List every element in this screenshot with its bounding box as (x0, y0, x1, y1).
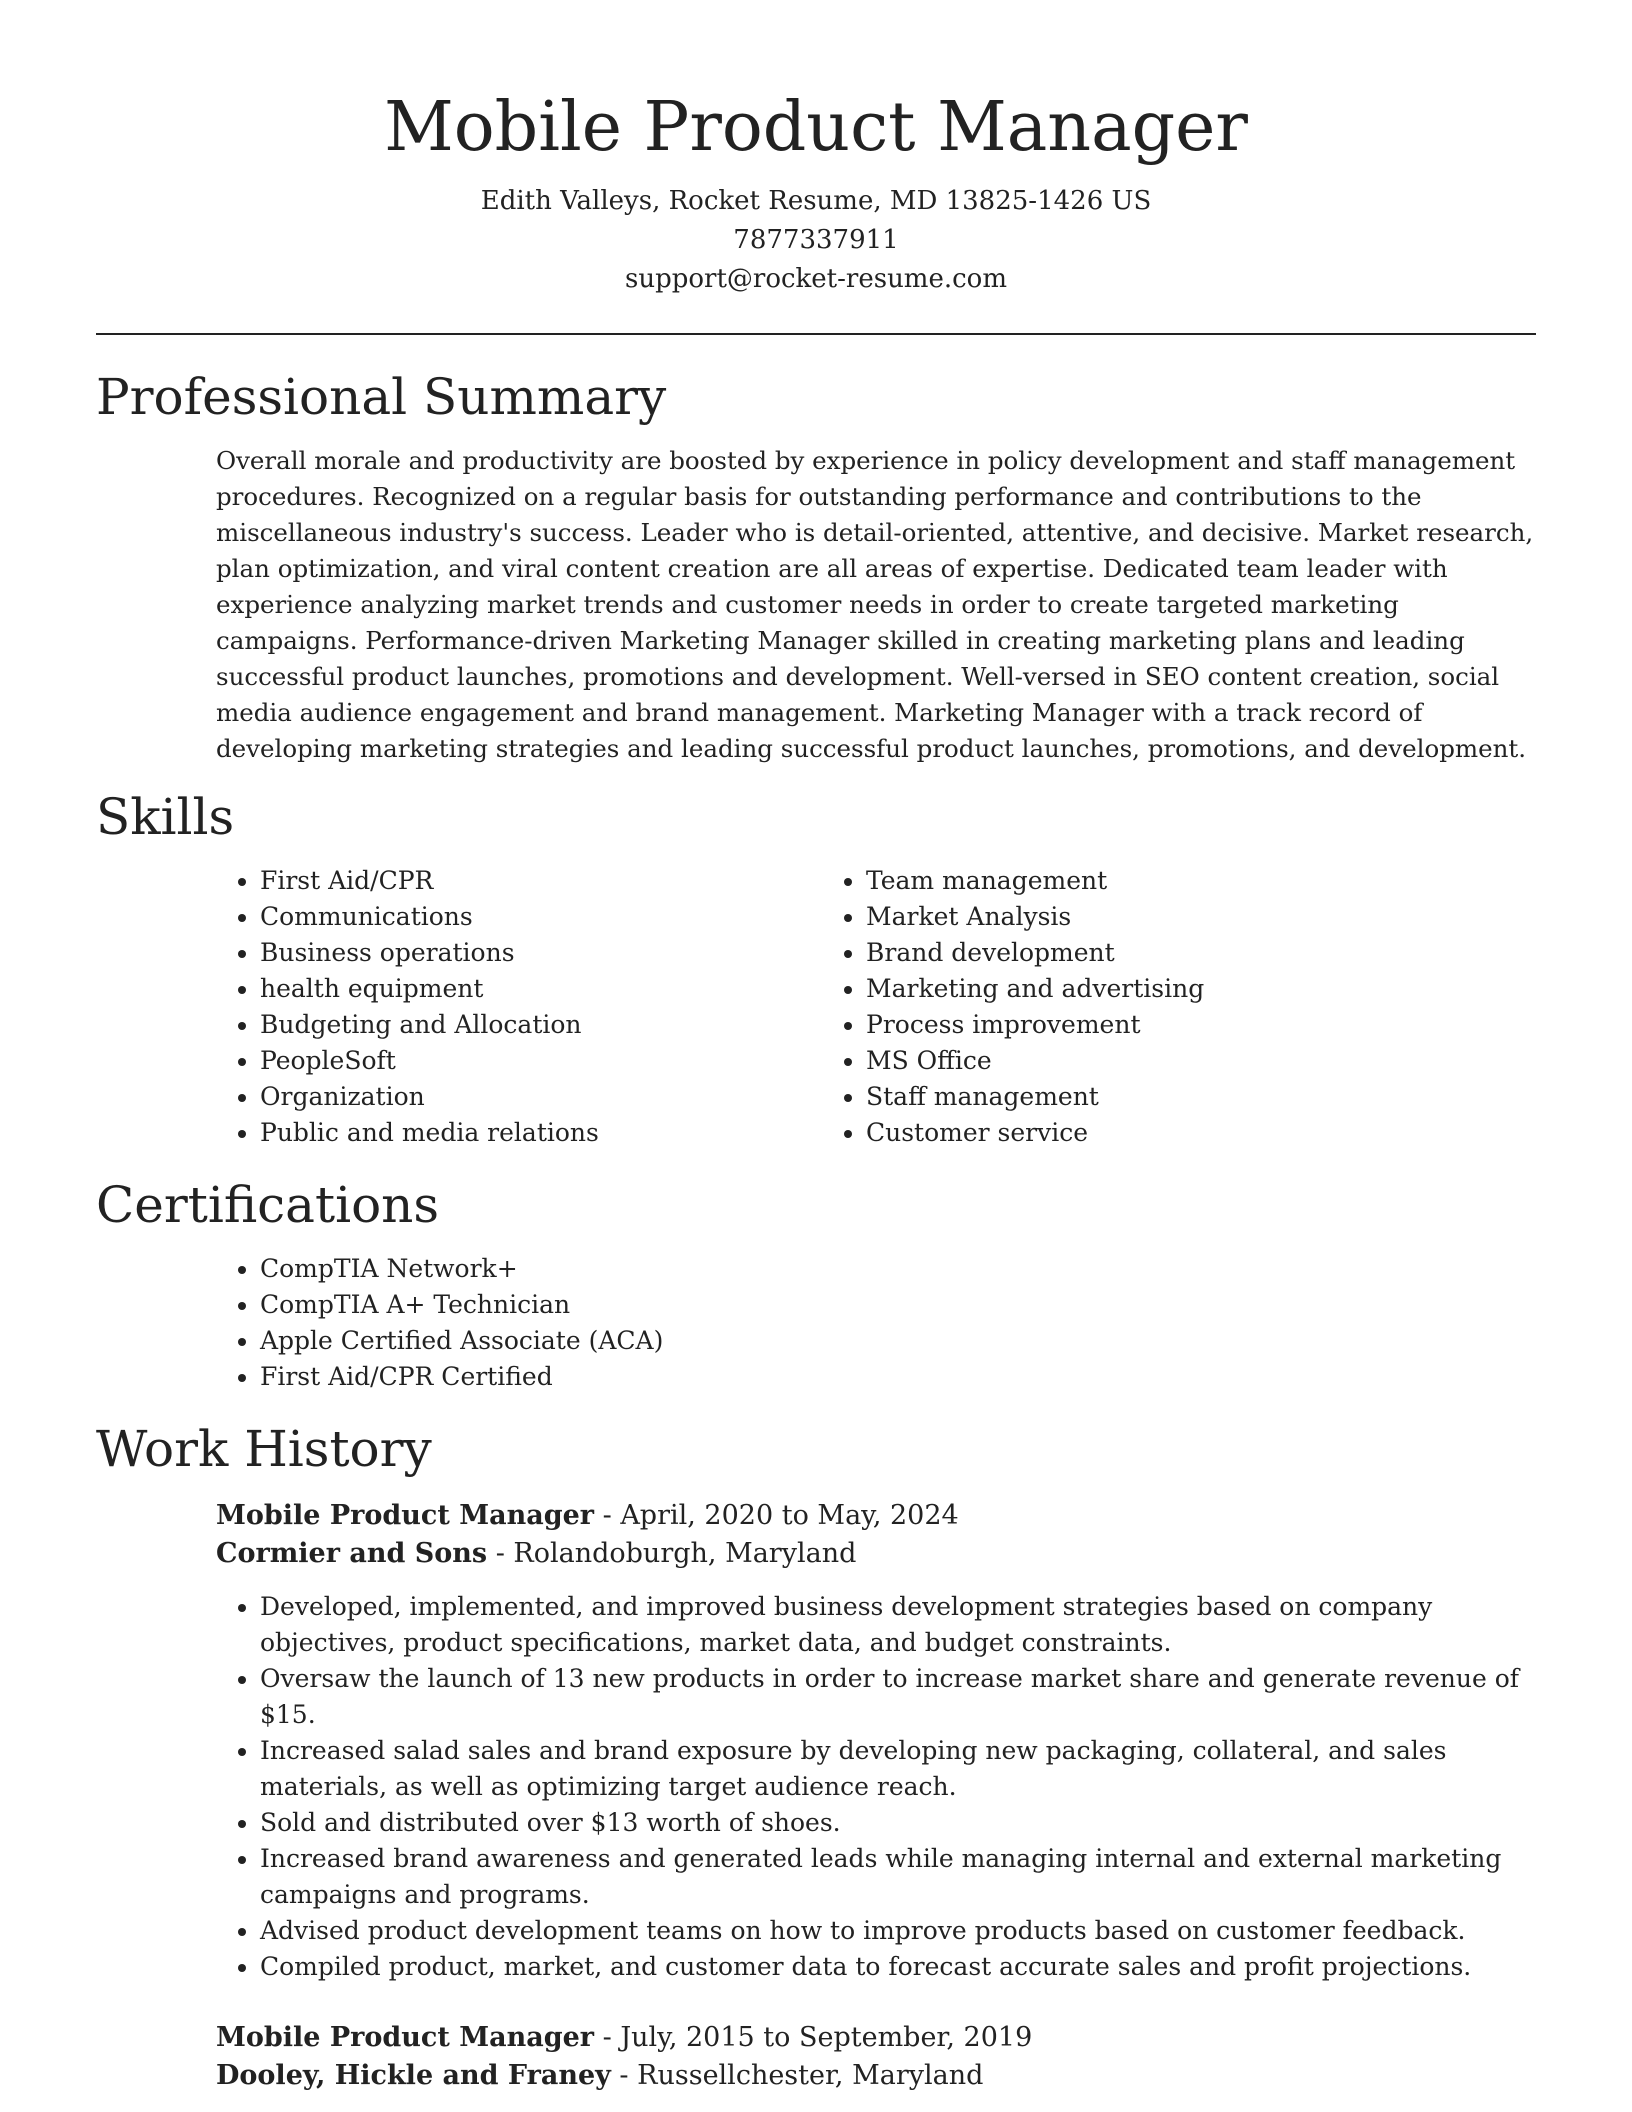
skill-item: • Public and media relations (260, 1115, 822, 1151)
work-history-section (96, 1417, 1536, 2095)
certification-item: • CompTIA Network+ (260, 1251, 1536, 1287)
skill-item: • Process improvement (866, 1007, 1428, 1043)
skill-item: • Staff management (866, 1079, 1428, 1115)
skill-item: • Organization (260, 1079, 822, 1115)
resume-header (96, 0, 1536, 299)
candidate-name: Mobile Product Manager (384, 88, 1248, 167)
job-location: Russellchester, Maryland (637, 2060, 984, 2091)
skill-item: • Customer service (866, 1115, 1428, 1151)
summary-text: Overall morale and productivity are boosted by experience in policy development and staff management procedures. Recognized on a regular basis for outstanding performance and contributions to the miscellaneous industry's success. Leader who is detail-oriented, attentive, and decisive. Market research, plan optimization, and viral content creation are all areas of expertise. Dedicated team leader with experience analyzing market trends and customer needs in order to create targeted marketing campaigns. Performance-driven Marketing Manager skilled in creating marketing plans and leading successful product launches, promotions and development. Well-versed in SEO content creation, social media audience engagement and brand management. Marketing Manager with a track record of developing marketing strategies and leading successful product launches, promotions, and development. (216, 446, 1534, 763)
job-bullet: • Developed, implemented, and improved business development strategies based on company objectives, product specifications, market data, and budget constraints. (260, 1589, 1536, 1661)
certifications-heading: Certifications (96, 1176, 440, 1234)
skill-item: • Team management (866, 863, 1428, 899)
header-divider (96, 333, 1536, 335)
job-title: Mobile Product Manager (216, 1500, 595, 1531)
contact-email: support@rocket-resume.com (624, 264, 1007, 294)
summary-section (96, 365, 1536, 767)
skill-item: • Market Analysis (866, 899, 1428, 935)
work-history-heading: Work History (96, 1420, 432, 1478)
job-bullet: • Compiled product, market, and customer data to forecast accurate sales and profit projections. (260, 1949, 1536, 1985)
job-entry (216, 1497, 1536, 1985)
separator: - (610, 2060, 638, 2091)
skill-item: • First Aid/CPR (260, 863, 822, 899)
separator: - (487, 1538, 514, 1569)
certification-item: • First Aid/CPR Certified (260, 1359, 1536, 1395)
job-bullets (216, 1589, 1536, 1985)
job-company: Cormier and Sons (216, 1538, 488, 1569)
job-bullet: • Oversaw the launch of 13 new products in order to increase market share and generate revenue of $15. (260, 1661, 1536, 1733)
job-bullet: • Increased brand awareness and generated leads while managing internal and external marketing campaigns and programs. (260, 1841, 1536, 1913)
contact-block (96, 182, 1536, 299)
job-location: Rolandoburgh, Maryland (513, 1538, 857, 1569)
certifications-section (96, 1173, 1536, 1395)
job-title: Mobile Product Manager (216, 2022, 595, 2053)
job-company-line (216, 2057, 1536, 2095)
skills-columns (216, 863, 1536, 1151)
separator: - (594, 1500, 621, 1531)
separator: - (594, 2022, 621, 2053)
certification-item: • Apple Certified Associate (ACA) (260, 1323, 1536, 1359)
job-company: Dooley, Hickle and Franey (216, 2060, 611, 2091)
skills-list-left (216, 863, 822, 1151)
skills-list-right (822, 863, 1428, 1151)
skill-item: • Communications (260, 899, 822, 935)
certifications-list (216, 1251, 1536, 1395)
skills-section (96, 785, 1536, 1151)
summary-heading: Professional Summary (96, 368, 667, 426)
job-dates: April, 2020 to May, 2024 (620, 1500, 959, 1531)
job-bullet: • Advised product development teams on how to improve products based on customer feedback. (260, 1913, 1536, 1949)
skill-item: • Business operations (260, 935, 822, 971)
contact-address: Edith Valleys, Rocket Resume, MD 13825-1426 US (480, 186, 1152, 216)
job-entry (216, 2019, 1536, 2095)
contact-phone: 7877337911 (733, 225, 899, 255)
skill-item: • Marketing and advertising (866, 971, 1428, 1007)
skills-heading: Skills (96, 788, 235, 846)
skill-item: • Budgeting and Allocation (260, 1007, 822, 1043)
job-bullet: • Sold and distributed over $13 worth of shoes. (260, 1805, 1536, 1841)
job-title-line (216, 2019, 1536, 2057)
skill-item: • Brand development (866, 935, 1428, 971)
job-company-line (216, 1535, 1536, 1573)
job-bullet: • Increased salad sales and brand exposure by developing new packaging, collateral, and sales materials, as well as optimizing target audience reach. (260, 1733, 1536, 1805)
skill-item: • MS Office (866, 1043, 1428, 1079)
skill-item: • health equipment (260, 971, 822, 1007)
job-title-line (216, 1497, 1536, 1535)
skill-item: • PeopleSoft (260, 1043, 822, 1079)
certification-item: • CompTIA A+ Technician (260, 1287, 1536, 1323)
job-dates: July, 2015 to September, 2019 (620, 2022, 1033, 2053)
